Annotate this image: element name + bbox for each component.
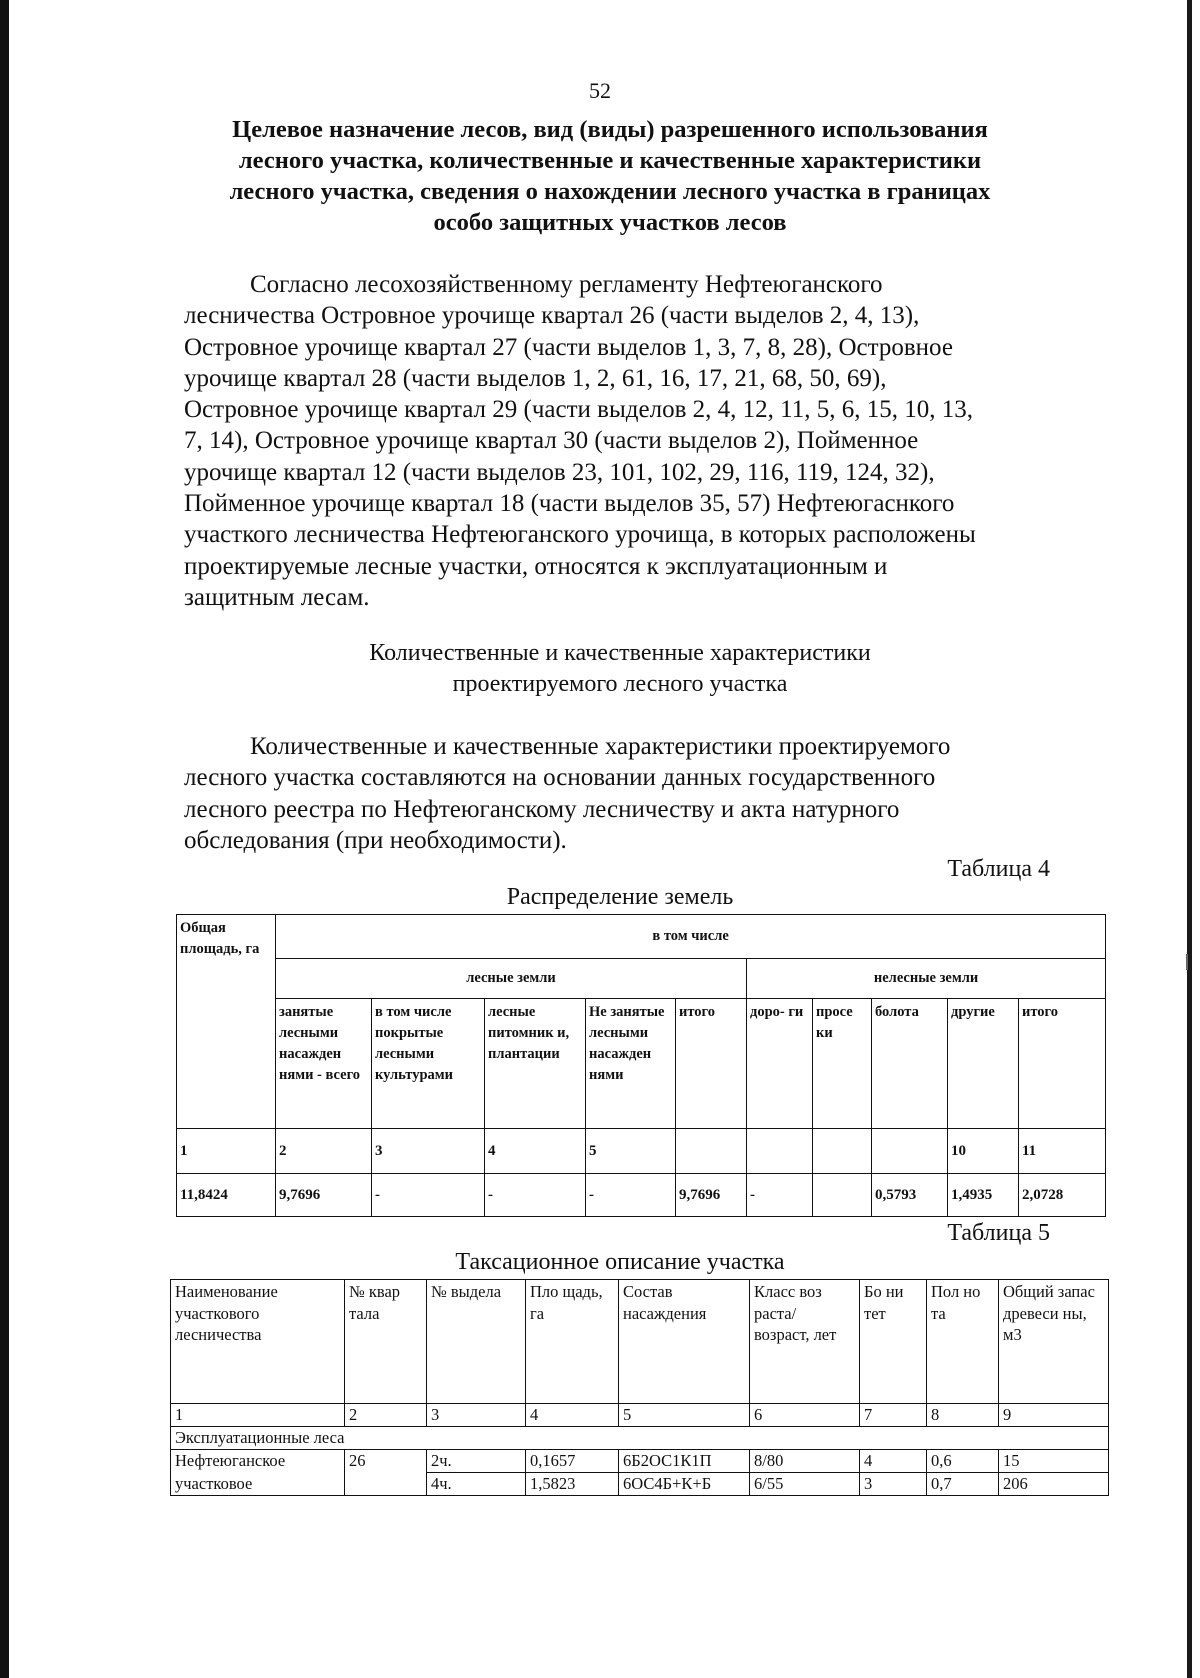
table-cell: 4ч. — [427, 1473, 526, 1496]
subheading — [240, 638, 1000, 700]
nonforest-lands-header: нелесные земли — [747, 959, 1106, 999]
page-number: 52 — [589, 78, 611, 103]
paragraph-characteristics — [184, 731, 1050, 856]
paragraph-line: проектируемые лесные участки, относятся к эксплуатационным и — [184, 552, 888, 580]
paragraph-line: лесного реестра по Нефтеюганскому лесничеству и акта натурного — [184, 795, 900, 823]
title-line: лесного участка, сведения о нахождении лесного участка в границах — [229, 178, 991, 205]
title-line: Целевое назначение лесов, вид (виды) разрешенного использования — [232, 116, 988, 143]
table-cell: 10 — [948, 1129, 1019, 1174]
table-cell: 6Б2ОС1К1П — [619, 1450, 750, 1473]
table-row — [171, 1473, 1109, 1496]
table-cell: 1,5823 — [526, 1473, 619, 1496]
table-cell: 0,6 — [927, 1450, 999, 1473]
table-cell: участковое — [171, 1473, 345, 1496]
table-cell: 2 — [345, 1404, 427, 1427]
column-header: болота — [872, 999, 948, 1129]
table-cell: 11 — [1019, 1129, 1106, 1174]
table-cell: 6 — [750, 1404, 860, 1427]
column-header: Не занятые лесными насажден нями — [586, 999, 676, 1129]
scan-edge-left — [0, 0, 9, 1678]
paragraph-line: урочище квартал 12 (части выделов 23, 101, 102, 29, 116, 119, 124, 32), — [184, 458, 935, 486]
paragraph-line: защитным лесам. — [184, 583, 370, 611]
table4-label: Таблица 4 — [947, 856, 1050, 882]
paragraph-line: урочище квартал 28 (части выделов 1, 2, 61, 16, 17, 21, 68, 50, 69), — [184, 364, 887, 392]
column-header: Наименование участкового лесничества — [171, 1280, 345, 1404]
table-cell: 7 — [860, 1404, 927, 1427]
table-cell: 2ч. — [427, 1450, 526, 1473]
table-cell — [345, 1473, 427, 1496]
subheading-line: Количественные и качественные характеристики — [369, 640, 871, 666]
table-cell: 3 — [372, 1129, 485, 1174]
table-cell: 15 — [999, 1450, 1109, 1473]
table-cell — [676, 1129, 747, 1174]
table-cell — [813, 1129, 872, 1174]
subheading-line: проектируемого лесного участка — [452, 671, 788, 697]
table-row — [171, 1450, 1109, 1473]
table-row — [177, 1174, 1106, 1217]
column-header: Общий запас древеси ны, м3 — [999, 1280, 1109, 1404]
column-header: лесные питомник и, плантации — [485, 999, 586, 1129]
table-cell — [747, 1129, 813, 1174]
paragraph-line: Пойменное урочище квартал 18 (части выделов 35, 57) Нефтеюгаснкого — [184, 490, 955, 518]
paragraph-forest-purpose — [184, 269, 1050, 613]
table-cell: 9 — [999, 1404, 1109, 1427]
paragraph-line: обследования (при необходимости). — [184, 826, 567, 854]
column-header: в том числе покрытые лесными культурами — [372, 999, 485, 1129]
table-cell: 3 — [427, 1404, 526, 1427]
column-header: Класс воз раста/ возраст, лет — [750, 1280, 860, 1404]
table-cell: Нефтеюганское — [171, 1450, 345, 1473]
paragraph-line: 7, 14), Островное урочище квартал 30 (части выделов 2), Пойменное — [184, 427, 919, 455]
table-cell: 4 — [860, 1450, 927, 1473]
table-cell — [872, 1129, 948, 1174]
table-cell: 8/80 — [750, 1450, 860, 1473]
table4-caption: Распределение земель — [506, 884, 734, 910]
table-cell — [813, 1174, 872, 1217]
table-cell: - — [747, 1174, 813, 1217]
section-title — [170, 114, 1050, 238]
table-cell: 206 — [999, 1473, 1109, 1496]
column-header: № выдела — [427, 1280, 526, 1404]
paragraph-line: Островное урочище квартал 29 (части выделов 2, 4, 12, 11, 5, 6, 15, 10, 13, — [184, 396, 973, 424]
paragraph-line: Островное урочище квартал 27 (части выделов 1, 3, 7, 8, 28), Островное — [184, 333, 953, 361]
paragraph-line: участкого лесничества Нефтеюганского урочища, в которых расположены — [184, 521, 976, 549]
column-header: Состав насаждения — [619, 1280, 750, 1404]
table-row — [171, 1427, 1109, 1450]
column-header: Пло щадь, га — [526, 1280, 619, 1404]
table-cell: 11,8424 — [177, 1174, 276, 1217]
taxation-table — [170, 1279, 1109, 1496]
table-cell: 6/55 — [750, 1473, 860, 1496]
scan-mark — [1186, 954, 1188, 970]
column-header: № квар тала — [345, 1280, 427, 1404]
table-cell: 3 — [860, 1473, 927, 1496]
table-cell: 26 — [345, 1450, 427, 1473]
column-header: итого — [676, 999, 747, 1129]
column-header: другие — [948, 999, 1019, 1129]
table-row — [177, 1129, 1106, 1174]
table-row — [171, 1404, 1109, 1427]
table5-label: Таблица 5 — [947, 1220, 1050, 1246]
table-cell: 9,7696 — [276, 1174, 372, 1217]
table-cell: 1 — [171, 1404, 345, 1427]
column-header: доро- ги — [747, 999, 813, 1129]
including-header: в том числе — [276, 915, 1106, 959]
table-cell: 0,5793 — [872, 1174, 948, 1217]
table-cell: 5 — [586, 1129, 676, 1174]
paragraph-line: лесничества Островное урочище квартал 26 (части выделов 2, 4, 13), — [184, 302, 920, 330]
table-cell: 5 — [619, 1404, 750, 1427]
forest-lands-header: лесные земли — [276, 959, 747, 999]
paragraph-line: лесного участка составляются на основании данных государственного — [184, 764, 936, 792]
table-cell: 6ОС4Б+К+Б — [619, 1473, 750, 1496]
table-cell: 1 — [177, 1129, 276, 1174]
column-header: Бо ни тет — [860, 1280, 927, 1404]
total-area-header: Общая площадь, га — [177, 915, 276, 1129]
table-cell: - — [586, 1174, 676, 1217]
paragraph-line: Согласно лесохозяйственному регламенту Нефтеюганского — [250, 271, 883, 298]
table-cell: - — [372, 1174, 485, 1217]
scan-edge-right — [1187, 0, 1192, 1678]
table-cell: 4 — [485, 1129, 586, 1174]
column-header: итого — [1019, 999, 1106, 1129]
section-row: Эксплуатационные леса — [171, 1427, 1109, 1450]
table-cell: 0,1657 — [526, 1450, 619, 1473]
table-cell: 8 — [927, 1404, 999, 1427]
table-cell: - — [485, 1174, 586, 1217]
table-cell: 9,7696 — [676, 1174, 747, 1217]
column-header: просе ки — [813, 999, 872, 1129]
column-header: занятые лесными насажден нями - всего — [276, 999, 372, 1129]
table5-caption: Таксационное описание участка — [455, 1249, 785, 1275]
table-cell: 0,7 — [927, 1473, 999, 1496]
table-cell: 4 — [526, 1404, 619, 1427]
table-cell: 2,0728 — [1019, 1174, 1106, 1217]
column-header: Пол но та — [927, 1280, 999, 1404]
title-line: лесного участка, количественные и качественные характеристики — [238, 147, 982, 174]
table-cell: 2 — [276, 1129, 372, 1174]
title-line: особо защитных участков лесов — [433, 209, 787, 236]
table-cell: 1,4935 — [948, 1174, 1019, 1217]
paragraph-line: Количественные и качественные характеристики проектируемого — [250, 733, 951, 760]
land-distribution-table — [176, 914, 1106, 1217]
